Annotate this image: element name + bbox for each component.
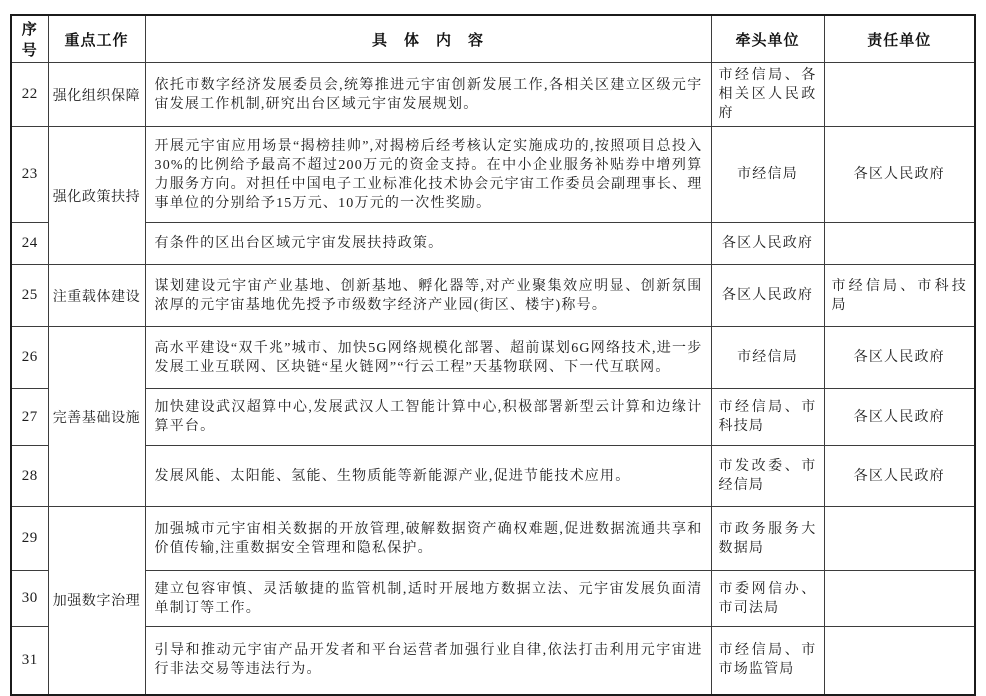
- table-row: [11, 223, 975, 265]
- header-content: 具 体 内 容: [145, 15, 711, 63]
- header-key-work: 重点工作: [48, 15, 145, 63]
- seq-cell: 27: [11, 389, 48, 446]
- table-row: [11, 571, 975, 627]
- category-cell: 注重载体建设: [48, 265, 145, 327]
- seq-cell: 24: [11, 223, 48, 265]
- lead-unit-cell: 市发改委、市经信局: [711, 446, 824, 507]
- seq-cell: 30: [11, 571, 48, 627]
- seq-cell: 28: [11, 446, 48, 507]
- table-row: [11, 127, 975, 223]
- content-cell: 加强城市元宇宙相关数据的开放管理,破解数据资产确权难题,促进数据流通共享和价值传输,注重数据安全管理和隐私保护。: [145, 507, 711, 571]
- responsible-unit-cell: [824, 63, 975, 127]
- responsible-unit-cell: [824, 223, 975, 265]
- table-row: [11, 507, 975, 571]
- responsible-unit-cell: 各区人民政府: [824, 327, 975, 389]
- lead-unit-cell: 市经信局、市市场监管局: [711, 627, 824, 695]
- seq-cell: 31: [11, 627, 48, 695]
- category-cell: 完善基础设施: [48, 327, 145, 507]
- table-row: [11, 389, 975, 446]
- table-row: [11, 627, 975, 695]
- lead-unit-cell: 市委网信办、市司法局: [711, 571, 824, 627]
- table-row: [11, 446, 975, 507]
- seq-cell: 22: [11, 63, 48, 127]
- seq-cell: 25: [11, 265, 48, 327]
- key-work-table: [10, 14, 976, 696]
- table-header-row: [11, 15, 975, 63]
- lead-unit-cell: 各区人民政府: [711, 223, 824, 265]
- seq-cell: 26: [11, 327, 48, 389]
- responsible-unit-cell: 各区人民政府: [824, 389, 975, 446]
- category-cell: 强化组织保障: [48, 63, 145, 127]
- responsible-unit-cell: [824, 571, 975, 627]
- category-cell: 加强数字治理: [48, 507, 145, 695]
- responsible-unit-cell: [824, 507, 975, 571]
- content-cell: 加快建设武汉超算中心,发展武汉人工智能计算中心,积极部署新型云计算和边缘计算平台。: [145, 389, 711, 446]
- header-responsible-unit: 责任单位: [824, 15, 975, 63]
- seq-cell: 29: [11, 507, 48, 571]
- lead-unit-cell: 市经信局、各相关区人民政府: [711, 63, 824, 127]
- content-cell: 引导和推动元宇宙产品开发者和平台运营者加强行业自律,依法打击利用元宇宙进行非法交易等违法行为。: [145, 627, 711, 695]
- content-cell: 建立包容审慎、灵活敏捷的监管机制,适时开展地方数据立法、元宇宙发展负面清单制订等工作。: [145, 571, 711, 627]
- lead-unit-cell: 市经信局、市科技局: [711, 389, 824, 446]
- responsible-unit-cell: 市经信局、市科技局: [824, 265, 975, 327]
- table-row: [11, 63, 975, 127]
- content-cell: 依托市数字经济发展委员会,统筹推进元宇宙创新发展工作,各相关区建立区级元宇宙发展工作机制,研究出台区域元宇宙发展规划。: [145, 63, 711, 127]
- table-row: [11, 265, 975, 327]
- content-cell: 发展风能、太阳能、氢能、生物质能等新能源产业,促进节能技术应用。: [145, 446, 711, 507]
- header-lead-unit: 牵头单位: [711, 15, 824, 63]
- content-cell: 谋划建设元宇宙产业基地、创新基地、孵化器等,对产业聚集效应明显、创新氛围浓厚的元宇宙基地优先授予市级数字经济产业园(街区、楼宇)称号。: [145, 265, 711, 327]
- lead-unit-cell: 市政务服务大数据局: [711, 507, 824, 571]
- lead-unit-cell: 各区人民政府: [711, 265, 824, 327]
- lead-unit-cell: 市经信局: [711, 127, 824, 223]
- content-cell: 有条件的区出台区域元宇宙发展扶持政策。: [145, 223, 711, 265]
- responsible-unit-cell: [824, 627, 975, 695]
- table-row: [11, 327, 975, 389]
- header-seq: 序号: [11, 15, 48, 63]
- responsible-unit-cell: 各区人民政府: [824, 446, 975, 507]
- seq-cell: 23: [11, 127, 48, 223]
- content-cell: 高水平建设“双千兆”城市、加快5G网络规模化部署、超前谋划6G网络技术,进一步发展工业互联网、区块链“星火链网”“行云工程”天基物联网、下一代互联网。: [145, 327, 711, 389]
- lead-unit-cell: 市经信局: [711, 327, 824, 389]
- responsible-unit-cell: 各区人民政府: [824, 127, 975, 223]
- content-cell: 开展元宇宙应用场景“揭榜挂帅”,对揭榜后经考核认定实施成功的,按照项目总投入30%的比例给予最高不超过200万元的资金支持。在中小企业服务补贴券中增列算力服务方向。对担任中国电子工业标准化技术协会元宇宙工作委员会副理事长、理事单位的分别给予15万元、10万元的一次性奖励。: [145, 127, 711, 223]
- category-cell: 强化政策扶持: [48, 127, 145, 265]
